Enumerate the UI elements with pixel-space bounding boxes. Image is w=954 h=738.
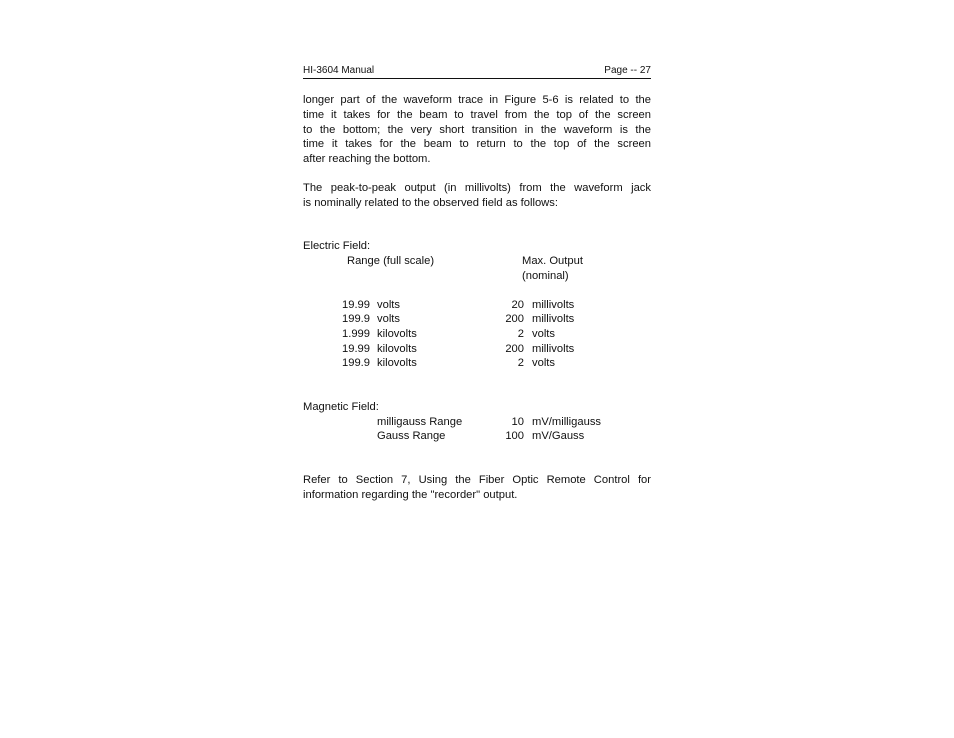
output-value: 2 — [517, 328, 524, 340]
page-header — [303, 64, 651, 79]
manual-page — [303, 0, 651, 738]
range-label: milligauss Range — [377, 416, 463, 428]
output-paragraph — [303, 181, 651, 211]
range-column-header: Range (full scale) — [347, 255, 435, 267]
output-value: 200 — [505, 313, 524, 325]
electric-field-heading: Electric Field: — [303, 240, 371, 252]
output-unit: volts — [532, 357, 556, 369]
intro-paragraph — [303, 93, 651, 167]
output-value: 10 — [511, 416, 524, 428]
output-value: 100 — [505, 430, 524, 442]
output-column-subheader: (nominal) — [522, 270, 569, 282]
output-unit: mV/milligauss — [532, 416, 602, 428]
manual-title: HI-3604 Manual — [303, 65, 375, 76]
range-value: 1.999 — [342, 328, 370, 340]
output-column-header: Max. Output — [522, 255, 583, 267]
output-unit: millivolts — [532, 343, 575, 355]
paragraph-line: time it takes for the beam to travel from the top of the screen — [303, 108, 651, 121]
range-unit: kilovolts — [377, 328, 417, 340]
paragraph-line: after reaching the bottom. — [303, 153, 431, 166]
range-value: 19.99 — [342, 299, 370, 311]
magnetic-field-heading: Magnetic Field: — [303, 401, 379, 413]
output-unit: volts — [532, 328, 556, 340]
range-value: 19.99 — [342, 343, 370, 355]
range-unit: volts — [377, 299, 401, 311]
output-unit: mV/Gauss — [532, 430, 585, 442]
output-value: 2 — [517, 357, 524, 369]
page-number: Page -- 27 — [604, 65, 651, 76]
output-value: 200 — [505, 343, 524, 355]
paragraph-line: information regarding the "recorder" output. — [303, 488, 518, 501]
paragraph-line: The peak-to-peak output (in millivolts) from the waveform jack — [303, 182, 651, 194]
range-label: Gauss Range — [377, 430, 446, 442]
output-value: 20 — [511, 299, 524, 311]
paragraph-line: Refer to Section 7, Using the Fiber Optic Remote Control for — [303, 474, 651, 486]
output-unit: millivolts — [532, 313, 575, 325]
paragraph-line: is nominally related to the observed field as follows: — [303, 196, 558, 209]
refer-paragraph — [303, 473, 651, 503]
range-unit: kilovolts — [377, 343, 417, 355]
paragraph-line: time it takes for the beam to return to the top of the screen — [303, 138, 651, 151]
range-value: 199.9 — [342, 357, 370, 369]
range-unit: kilovolts — [377, 357, 417, 369]
range-value: 199.9 — [342, 313, 370, 325]
output-unit: millivolts — [532, 299, 575, 311]
paragraph-line: to the bottom; the very short transition in the waveform is the — [303, 123, 651, 136]
range-unit: volts — [377, 313, 401, 325]
paragraph-line: longer part of the waveform trace in Figure 5-6 is related to the — [303, 94, 651, 106]
